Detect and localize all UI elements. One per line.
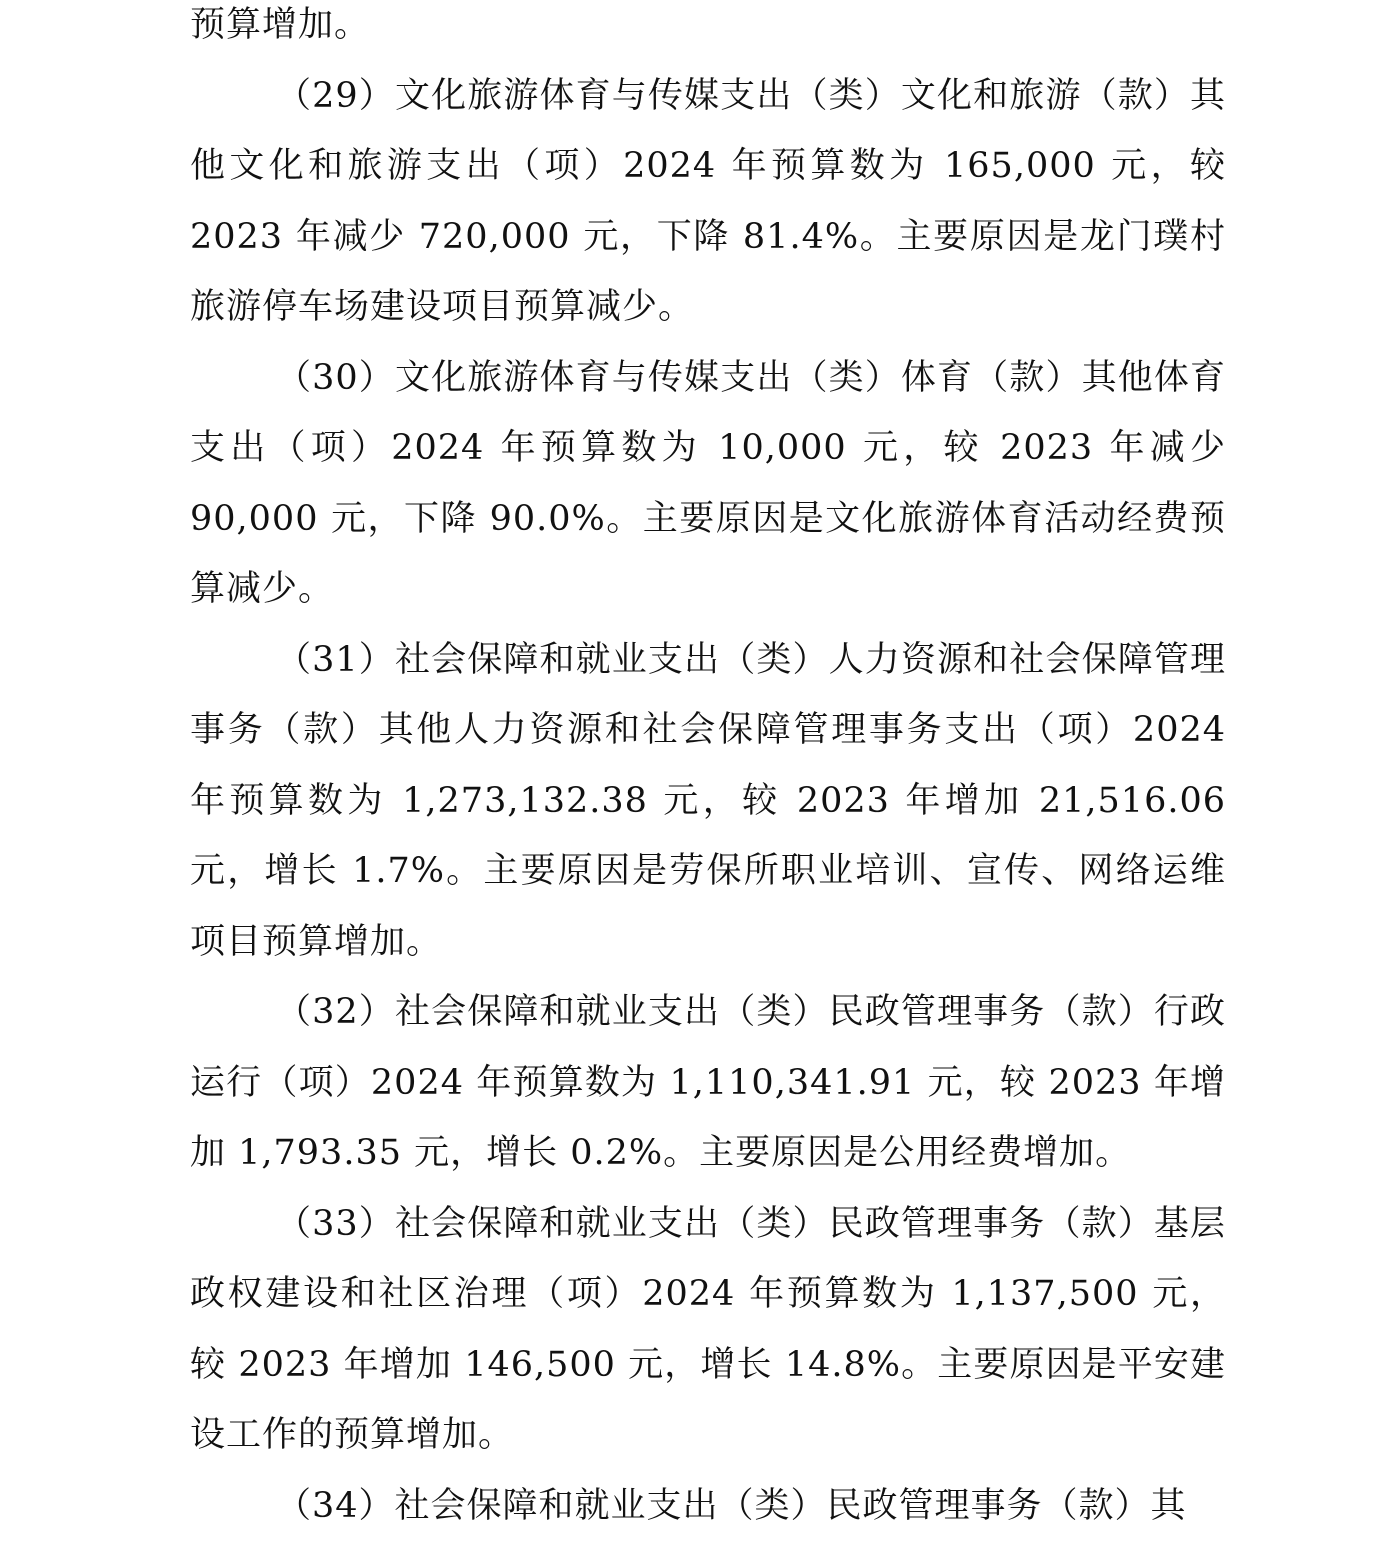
paragraph-34: （34）社会保障和就业支出（类）民政管理事务（款）其 bbox=[190, 1471, 1226, 1541]
paragraph-29: （29）文化旅游体育与传媒支出（类）文化和旅游（款）其他文化和旅游支出（项）2024 年预算数为 165,000 元，较 2023 年减少 720,000 元，下降 81.4%。主要原因是龙门璞村旅游停车场建设项目预算减少。 bbox=[190, 61, 1226, 343]
paragraph-33: （33）社会保障和就业支出（类）民政管理事务（款）基层政权建设和社区治理（项）2024 年预算数为 1,137,500 元，较 2023 年增加 146,500 元，增长 14.8%。主要原因是平安建设工作的预算增加。 bbox=[190, 1189, 1226, 1471]
paragraph-30: （30）文化旅游体育与传媒支出（类）体育（款）其他体育支出（项）2024 年预算数为 10,000 元，较 2023 年减少 90,000 元，下降 90.0%。主要原因是文化旅游体育活动经费预算减少。 bbox=[190, 343, 1226, 625]
document-body bbox=[190, 0, 1226, 1541]
paragraph-31: （31）社会保障和就业支出（类）人力资源和社会保障管理事务（款）其他人力资源和社会保障管理事务支出（项）2024 年预算数为 1,273,132.38 元，较 2023 年增加 21,516.06 元，增长 1.7%。主要原因是劳保所职业培训、宣传、网络运维项目预算增加。 bbox=[190, 625, 1226, 978]
paragraph-continuation: 预算增加。 bbox=[190, 0, 1226, 61]
paragraph-32: （32）社会保障和就业支出（类）民政管理事务（款）行政运行（项）2024 年预算数为 1,110,341.91 元，较 2023 年增加 1,793.35 元，增长 0.2%。主要原因是公用经费增加。 bbox=[190, 977, 1226, 1189]
